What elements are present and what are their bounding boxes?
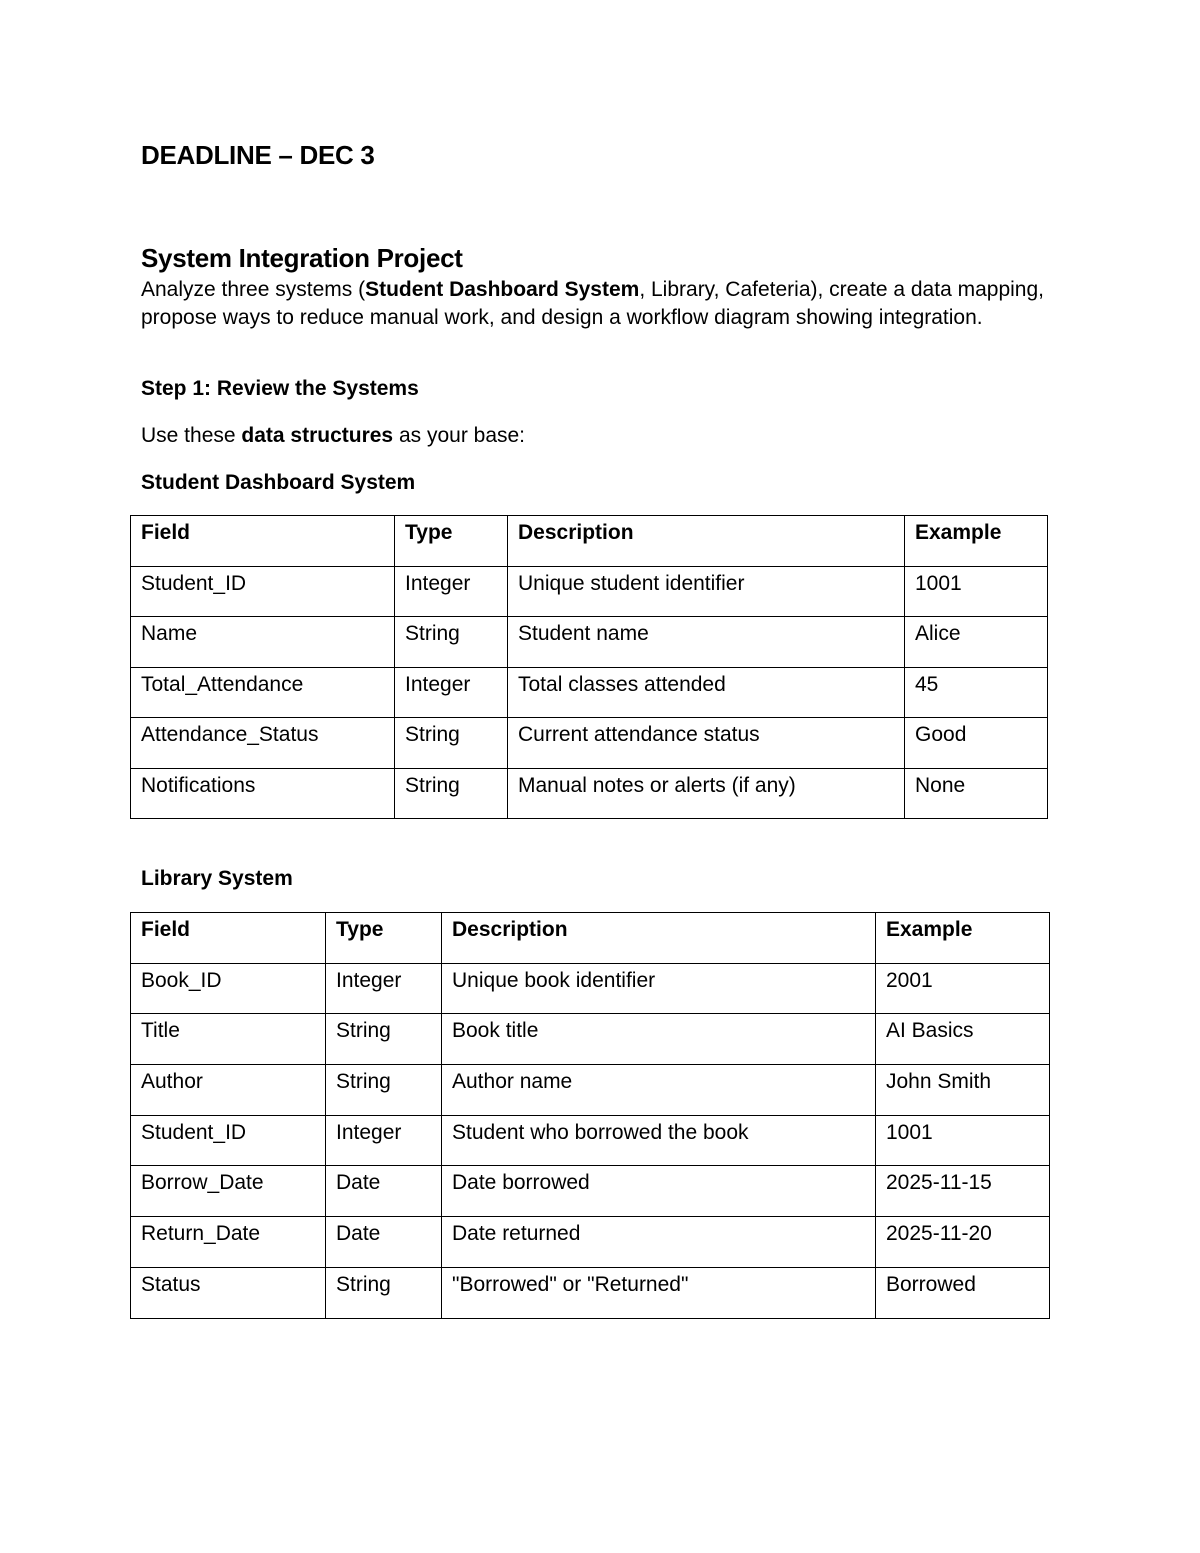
table-cell: Date borrowed — [442, 1166, 876, 1217]
table-cell: 1001 — [905, 566, 1048, 617]
table-row — [131, 667, 1048, 718]
table-cell: Book title — [442, 1014, 876, 1065]
table-cell: String — [326, 1065, 442, 1116]
table-cell: Integer — [395, 566, 508, 617]
table-cell: Integer — [395, 667, 508, 718]
header-cell: Example — [876, 913, 1050, 964]
use-prefix: Use these — [141, 424, 242, 447]
table-cell: 2025-11-20 — [876, 1217, 1050, 1268]
table-cell: Alice — [905, 617, 1048, 668]
use-suffix: as your base: — [393, 424, 526, 447]
table-cell: Good — [905, 718, 1048, 769]
step1-heading: Step 1: Review the Systems — [141, 377, 419, 400]
use-bold: data structures — [241, 424, 394, 447]
table-cell: John Smith — [876, 1065, 1050, 1116]
table-cell: Integer — [326, 963, 442, 1014]
table-cell: Author name — [442, 1065, 876, 1116]
table-cell: AI Basics — [876, 1014, 1050, 1065]
table-cell: Attendance_Status — [131, 718, 395, 769]
table-cell: 45 — [905, 667, 1048, 718]
student-dashboard-heading: Student Dashboard System — [141, 471, 416, 494]
header-cell: Example — [905, 516, 1048, 567]
table-cell: String — [395, 617, 508, 668]
table-row — [131, 617, 1048, 668]
table-cell: String — [326, 1267, 442, 1318]
header-cell: Description — [442, 913, 876, 964]
intro-text-end: , Library, Cafeteria), create a data mapping, propose ways to reduce manual work, and design a workflow diagram showing integration. — [141, 278, 1044, 329]
table-cell: Student_ID — [131, 1115, 326, 1166]
header-cell: Field — [131, 913, 326, 964]
table-cell: 1001 — [876, 1115, 1050, 1166]
project-title: System Integration Project — [141, 243, 463, 273]
table-cell: Student_ID — [131, 566, 395, 617]
table-cell: Current attendance status — [508, 718, 905, 769]
deadline-heading: DEADLINE – DEC 3 — [141, 140, 375, 170]
table-row — [131, 1267, 1050, 1318]
table-cell: Student name — [508, 617, 905, 668]
table-cell: Author — [131, 1065, 326, 1116]
table-cell: Borrow_Date — [131, 1166, 326, 1217]
library-heading: Library System — [141, 867, 293, 890]
table-cell: Integer — [326, 1115, 442, 1166]
project-intro — [141, 276, 1071, 331]
use-these-line — [141, 424, 525, 448]
table-row — [131, 963, 1050, 1014]
table-header-row — [131, 516, 1048, 567]
intro-text-start: Analyze three systems ( — [141, 278, 366, 301]
table-cell: String — [326, 1014, 442, 1065]
table-row — [131, 1166, 1050, 1217]
table-row — [131, 1115, 1050, 1166]
table-cell: Name — [131, 617, 395, 668]
table-row — [131, 1217, 1050, 1268]
table-cell: Date returned — [442, 1217, 876, 1268]
table-cell: 2025-11-15 — [876, 1166, 1050, 1217]
table-row — [131, 1014, 1050, 1065]
table-row — [131, 718, 1048, 769]
table-cell: Manual notes or alerts (if any) — [508, 768, 905, 819]
table-cell: Total classes attended — [508, 667, 905, 718]
table-cell: String — [395, 718, 508, 769]
header-cell: Type — [326, 913, 442, 964]
table-cell: None — [905, 768, 1048, 819]
table-cell: Date — [326, 1166, 442, 1217]
table-cell: Unique student identifier — [508, 566, 905, 617]
table-cell: Date — [326, 1217, 442, 1268]
table-cell: Unique book identifier — [442, 963, 876, 1014]
table-row — [131, 768, 1048, 819]
table-cell: Notifications — [131, 768, 395, 819]
library-table — [130, 912, 1050, 1319]
table-cell: 2001 — [876, 963, 1050, 1014]
table-cell: Title — [131, 1014, 326, 1065]
table-cell: Status — [131, 1267, 326, 1318]
table-cell: Return_Date — [131, 1217, 326, 1268]
table-cell: Borrowed — [876, 1267, 1050, 1318]
table-row — [131, 566, 1048, 617]
student-dashboard-table — [130, 515, 1048, 819]
table-cell: Total_Attendance — [131, 667, 395, 718]
table-cell: String — [395, 768, 508, 819]
table-cell: "Borrowed" or "Returned" — [442, 1267, 876, 1318]
header-cell: Description — [508, 516, 905, 567]
intro-bold-text: Student Dashboard System — [365, 278, 640, 301]
header-cell: Type — [395, 516, 508, 567]
table-header-row — [131, 913, 1050, 964]
table-row — [131, 1065, 1050, 1116]
header-cell: Field — [131, 516, 395, 567]
table-cell: Book_ID — [131, 963, 326, 1014]
table-cell: Student who borrowed the book — [442, 1115, 876, 1166]
